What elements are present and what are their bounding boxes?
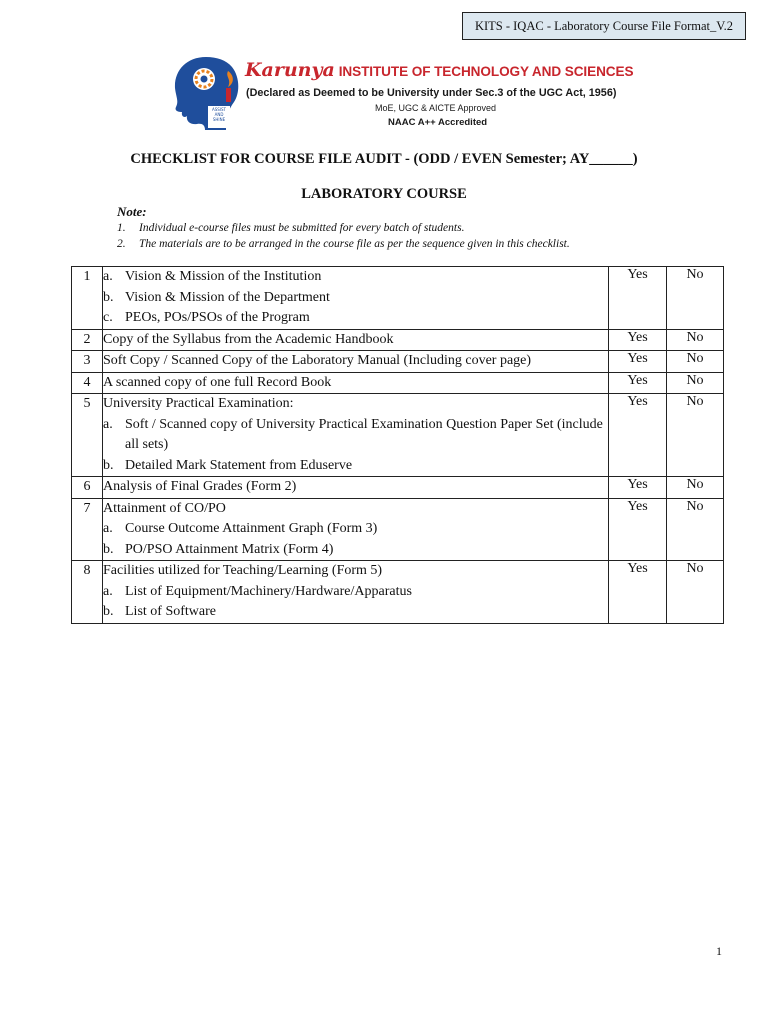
emblem-motto: ASSIST AND SHINE [212,107,226,122]
checklist-row [72,372,724,394]
yes-option: Yes [609,267,667,330]
approval-text: MoE, UGC & AICTE Approved [375,103,497,113]
row-description: A scanned copy of one full Record Book [103,372,609,394]
no-option: No [667,329,724,351]
checklist-row [72,498,724,561]
row-description: Attainment of CO/PO a. Course Outcome Attainment Graph (Form 3) b. PO/PSO Attainment Matrix (Form 4) [103,498,609,561]
checklist-row [72,394,724,477]
document-subtitle: LABORATORY COURSE [301,186,467,202]
page-number: 1 [716,944,722,958]
checklist-row [72,329,724,351]
row-number: 8 [72,561,103,624]
checklist-table [71,266,724,624]
no-option: No [667,351,724,373]
no-option: No [667,561,724,624]
yes-option: Yes [609,477,667,499]
row-number: 5 [72,394,103,477]
row-number: 2 [72,329,103,351]
row-number: 4 [72,372,103,394]
yes-option: Yes [609,329,667,351]
note-label: Note: [117,204,147,219]
no-option: No [667,372,724,394]
yes-option: Yes [609,498,667,561]
institution-logo [170,55,634,135]
institution-name [245,59,633,81]
note-item: 1. Individual e-course files must be submitted for every batch of students. [117,222,465,234]
row-number: 1 [72,267,103,330]
deemed-university-text: (Declared as Deemed to be University under Sec.3 of the UGC Act, 1956) [246,87,617,99]
checklist-row [72,267,724,330]
row-description: a. Vision & Mission of the Institution b. Vision & Mission of the Department c. PEOs, POs/PSOs of the Program [103,267,609,330]
note-list [117,220,570,252]
yes-option: Yes [609,372,667,394]
row-description: University Practical Examination: a. Soft / Scanned copy of University Practical Examination Question Paper Set (include all sets) b. Detailed Mark Statement from Eduserve [103,394,609,477]
no-option: No [667,477,724,499]
no-option: No [667,498,724,561]
row-description: Analysis of Final Grades (Form 2) [103,477,609,499]
row-number: 7 [72,498,103,561]
checklist-row [72,477,724,499]
no-option: No [667,267,724,330]
document-title: CHECKLIST FOR COURSE FILE AUDIT - (ODD / EVEN Semester; AY______) [130,151,638,167]
yes-option: Yes [609,351,667,373]
no-option: No [667,394,724,477]
checklist-row [72,351,724,373]
brand-name: Karunya [245,59,335,81]
yes-option: Yes [609,561,667,624]
checklist-row [72,561,724,624]
row-description: Copy of the Syllabus from the Academic Handbook [103,329,609,351]
row-number: 3 [72,351,103,373]
institute-title: INSTITUTE OF TECHNOLOGY AND SCIENCES [338,64,634,79]
note-item: 2. The materials are to be arranged in the course file as per the sequence given in this checklist. [117,238,570,250]
row-number: 6 [72,477,103,499]
yes-option: Yes [609,394,667,477]
row-description: Soft Copy / Scanned Copy of the Laboratory Manual (Including cover page) [103,351,609,373]
head-emblem-icon [170,55,244,131]
format-label: KITS - IQAC - Laboratory Course File Format_V.2 [462,12,746,40]
accreditation-text: NAAC A++ Accredited [388,117,488,128]
row-description: Facilities utilized for Teaching/Learning (Form 5) a. List of Equipment/Machinery/Hardware/Apparatus b. List of Software [103,561,609,624]
